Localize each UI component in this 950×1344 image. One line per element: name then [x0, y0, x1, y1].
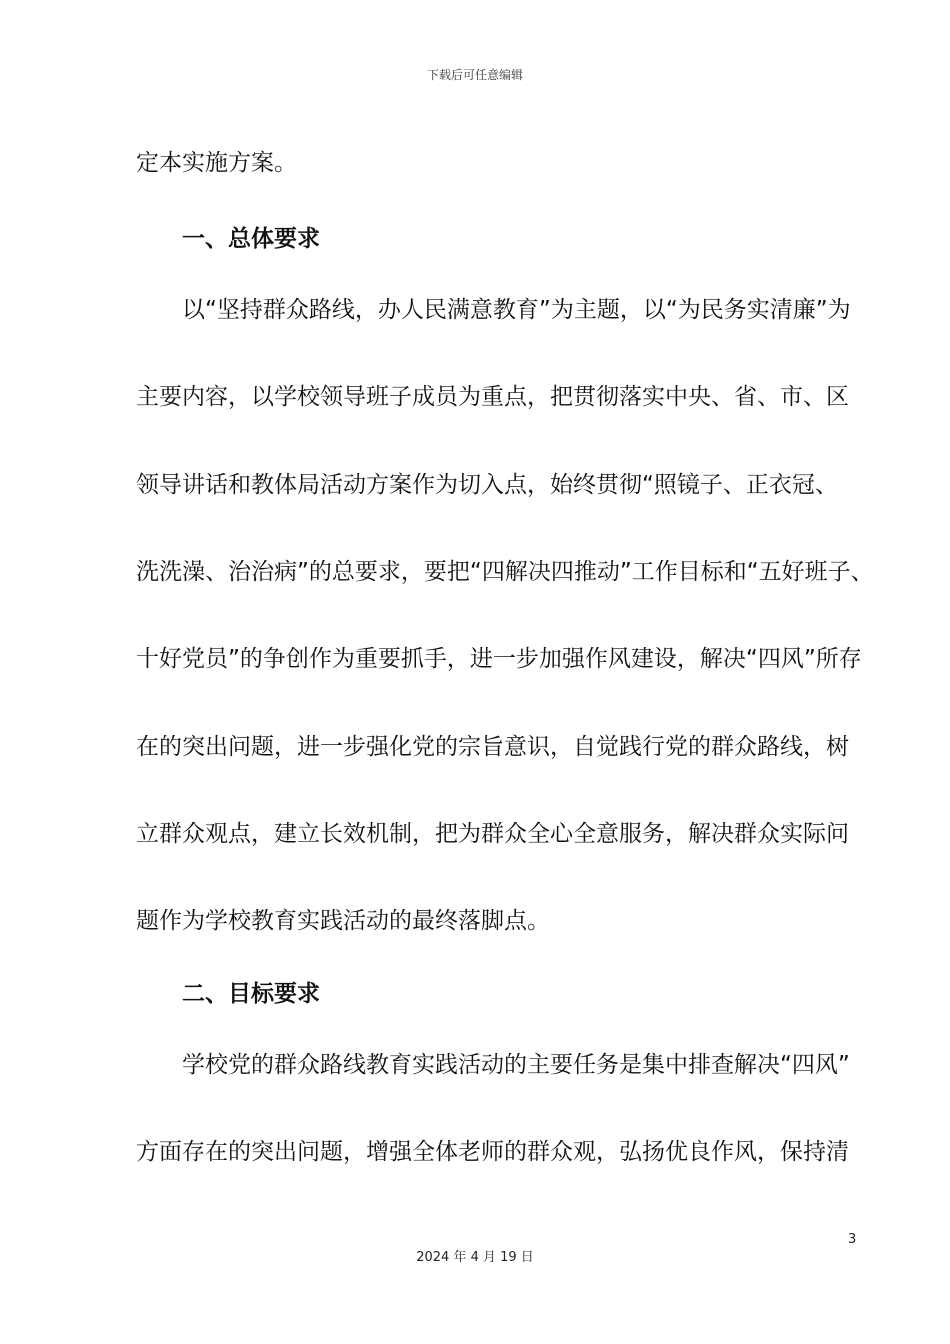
paragraph-1-line-5: 十好党员”的争创作为重要抓手，进一步加强作风建设，解决“四风”所存 [136, 646, 862, 672]
paragraph-1-line-3: 领导讲话和教体局活动方案作为切入点，始终贯彻“照镜子、正衣冠、 [136, 472, 838, 498]
page-footer-date: 2024 年 4 月 19 日 [416, 1250, 534, 1265]
paragraph-1-line-4: 洗洗澡、治治病”的总要求，要把“四解决四推动”工作目标和“五好班子、 [136, 559, 874, 585]
paragraph-1-line-1: 以“坚持群众路线，办人民满意教育”为主题，以“为民务实清廉”为 [182, 297, 851, 323]
section-heading-1: 一、总体要求 [182, 226, 320, 252]
paragraph-1-line-8: 题作为学校教育实践活动的最终落脚点。 [136, 908, 550, 934]
paragraph-1-line-6: 在的突出问题，进一步强化党的宗旨意识，自觉践行党的群众路线，树 [136, 734, 849, 760]
paragraph-2-line-2: 方面存在的突出问题，增强全体老师的群众观，弘扬优良作风，保持清 [136, 1139, 849, 1165]
body-line: 定本实施方案。 [136, 150, 297, 176]
paragraph-1-line-2: 主要内容，以学校领导班子成员为重点，把贯彻落实中央、省、市、区 [136, 384, 849, 410]
section-heading-2: 二、目标要求 [182, 981, 320, 1007]
page-header: 下载后可任意编辑 [426, 68, 523, 82]
page-number: 3 [848, 1232, 857, 1247]
paragraph-2-line-1: 学校党的群众路线教育实践活动的主要任务是集中排查解决“四风” [182, 1052, 850, 1078]
paragraph-1-line-7: 立群众观点，建立长效机制，把为群众全心全意服务，解决群众实际问 [136, 821, 849, 847]
